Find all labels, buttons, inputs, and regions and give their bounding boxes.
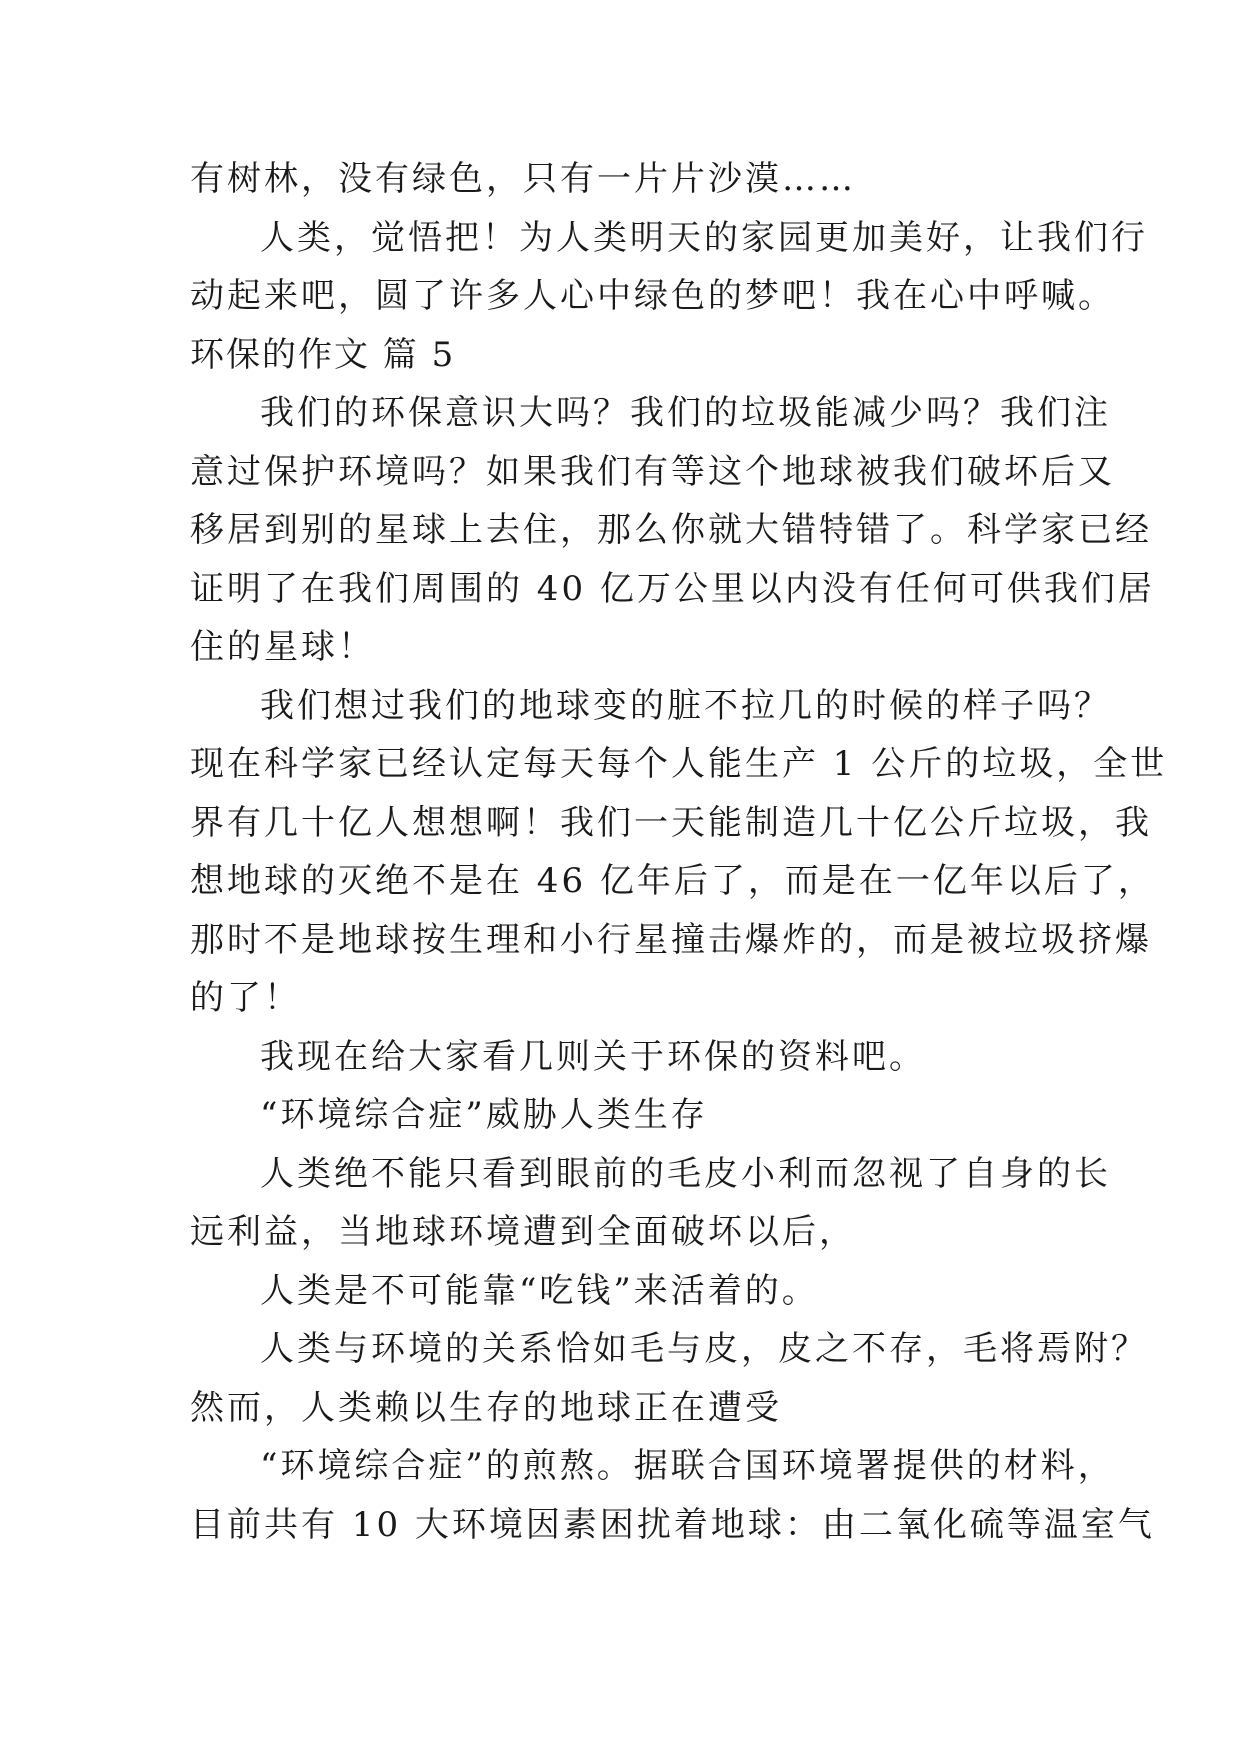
text-line: 人类绝不能只看到眼前的毛皮小利而忽视了自身的长	[260, 1153, 1111, 1194]
text-line: 动起来吧，圆了许多人心中绿色的梦吧！我在心中呼喊。	[190, 276, 1115, 316]
text-line: 界有几十亿人想想啊！我们一天能制造几十亿公斤垃圾，我	[190, 802, 1152, 843]
section-heading: 环保的作文 篇 5	[190, 334, 456, 375]
text-line: 然而，人类赖以生存的地球正在遭受	[190, 1387, 782, 1428]
text-line: 想地球的灭绝不是在 46 亿年后了，而是在一亿年以后了，	[190, 861, 1155, 901]
text-line: 我们的环保意识大吗？我们的垃圾能减少吗？我们注	[260, 393, 1111, 433]
text-line: 意过保护环境吗？如果我们有等这个地球被我们破坏后又	[190, 451, 1115, 492]
text-line: 我现在给大家看几则关于环保的资料吧。	[260, 1036, 926, 1077]
text-line: 人类是不可能靠“吃钱”来活着的。	[260, 1270, 819, 1311]
subheading: “环境综合症”威胁人类生存	[260, 1095, 708, 1135]
text-line: 远利益，当地球环境遭到全面破坏以后，	[190, 1212, 856, 1252]
text-line: 人类，觉悟把！为人类明天的家园更加美好，让我们行	[260, 217, 1148, 258]
text-line: 有树林，没有绿色，只有一片片沙漠……	[190, 159, 856, 199]
text-line: 人类与环境的关系恰如毛与皮，皮之不存，毛将焉附？	[260, 1329, 1148, 1369]
document-body	[190, 150, 1168, 1554]
text-line: 住的星球！	[190, 627, 375, 667]
text-line: 移居到别的星球上去住，那么你就大错特错了。科学家已经	[190, 510, 1152, 550]
text-line: “环境综合症”的煎熬。据联合国环境署提供的材料，	[260, 1446, 1115, 1486]
text-line: 现在科学家已经认定每天每个人能生产 1 公斤的垃圾，全世	[190, 744, 1168, 784]
text-line: 那时不是地球按生理和小行星撞击爆炸的，而是被垃圾挤爆	[190, 919, 1152, 960]
text-line: 的了！	[190, 978, 301, 1018]
text-line: 目前共有 10 大环境因素困扰着地球：由二氧化硫等温室气	[190, 1504, 1155, 1545]
text-line: 我们想过我们的地球变的脏不拉几的时候的样子吗？	[260, 685, 1111, 726]
text-line: 证明了在我们周围的 40 亿万公里以内没有任何可供我们居	[190, 568, 1155, 609]
